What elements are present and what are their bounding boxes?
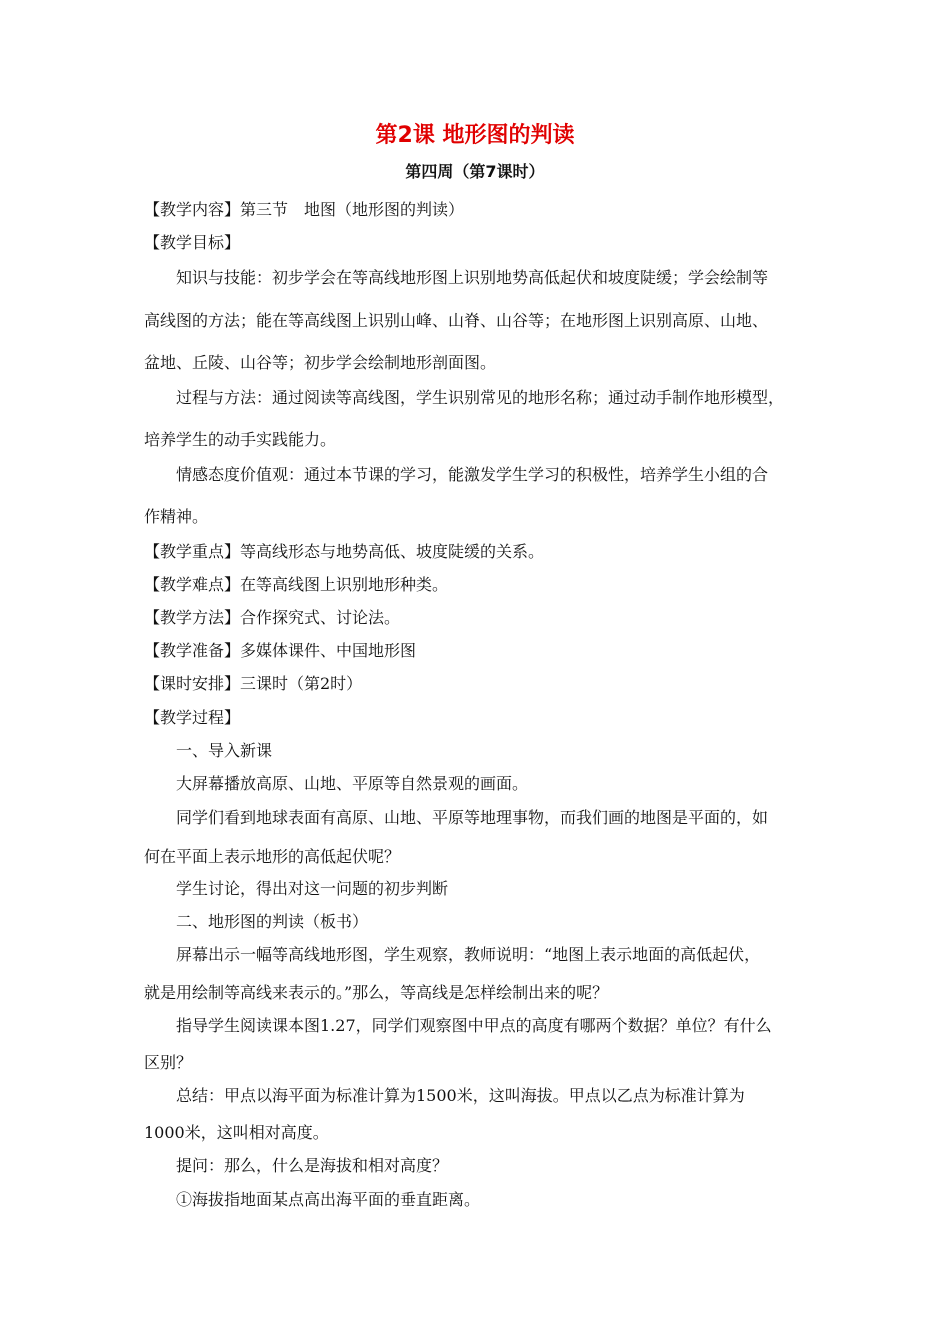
section-heading-intro: 一、导入新课 [176,741,273,760]
text-line: 提问：那么，什么是海拔和相对高度？ [176,1156,449,1175]
text-line-emotion-values: 情感态度价值观：通过本节课的学习，能激发学生学习的积极性，培养学生小组的合 [176,465,769,484]
text-line: 就是用绘制等高线来表示的。”那么，等高线是怎样绘制出来的呢？ [144,983,609,1002]
text-line: 同学们看到地球表面有高原、山地、平原等地理事物，而我们画的地图是平面的，如 [176,808,769,827]
text-line: 高线图的方法；能在等高线图上识别山峰、山脊、山谷等；在地形图上识别高原、山地、 [144,311,769,330]
text-line: ①海拔指地面某点高出海平面的垂直距离。 [176,1190,481,1209]
section-heading-map-reading: 二、地形图的判读（板书） [176,912,369,931]
text-line-process: 【教学过程】 [144,708,241,727]
text-line-key-points: 【教学重点】等高线形态与地势高低、坡度陡缓的关系。 [144,542,545,561]
text-line: 1000米，这叫相对高度。 [144,1123,329,1142]
text-line: 盆地、丘陵、山谷等；初步学会绘制地形剖面图。 [144,353,497,372]
text-line: 何在平面上表示地形的高低起伏呢？ [144,847,401,866]
text-line-knowledge-skills: 知识与技能：初步学会在等高线地形图上识别地势高低起伏和坡度陡缓；学会绘制等 [176,268,769,287]
text-line-methods: 【教学方法】合作探究式、讨论法。 [144,608,401,627]
text-line-difficulties: 【教学难点】在等高线图上识别地形种类。 [144,575,449,594]
text-line-teaching-content: 【教学内容】第三节 地图（地形图的判读） [144,200,465,219]
text-line: 培养学生的动手实践能力。 [144,430,337,449]
text-line: 大屏幕播放高原、山地、平原等自然景观的画面。 [176,774,529,793]
text-line: 指导学生阅读课本图1.27，同学们观察图中甲点的高度有哪两个数据？单位？有什么 [176,1016,772,1035]
page-title: 第2课 地形图的判读 [375,123,575,148]
text-line: 屏幕出示一幅等高线地形图，学生观察，教师说明：“地图上表示地面的高低起伏， [176,945,761,964]
text-line: 总结：甲点以海平面为标准计算为1500米，这叫海拔。甲点以乙点为标准计算为 [176,1086,745,1105]
text-line-teaching-goals: 【教学目标】 [144,233,241,252]
text-line-process-method: 过程与方法：通过阅读等高线图，学生识别常见的地形名称；通过动手制作地形模型， [176,388,785,407]
text-line: 学生讨论，得出对这一问题的初步判断 [176,879,449,898]
text-line-preparation: 【教学准备】多媒体课件、中国地形图 [144,641,417,660]
text-line: 作精神。 [144,507,209,526]
text-line-schedule: 【课时安排】三课时（第2时） [144,674,363,693]
page-subtitle: 第四周（第7课时） [405,162,545,181]
text-line: 区别？ [144,1053,193,1072]
